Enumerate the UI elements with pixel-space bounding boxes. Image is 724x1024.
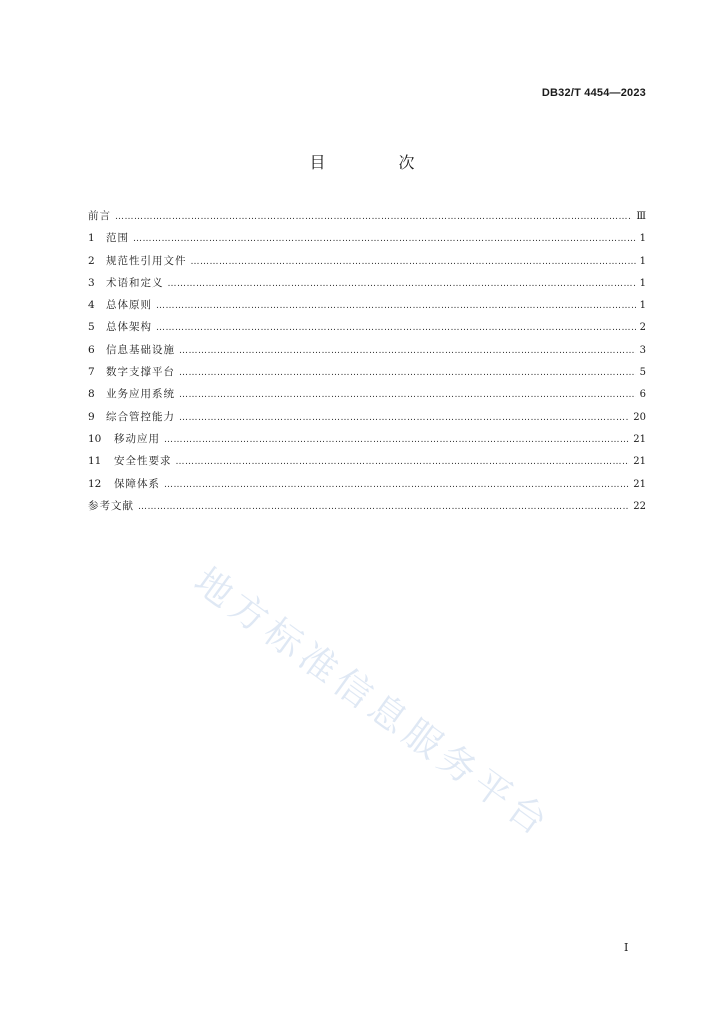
toc-entry-number: 11: [88, 455, 102, 468]
toc-entry-number: 3: [88, 276, 95, 289]
toc-leader-dots: [191, 257, 636, 267]
toc-entry-number: 4: [88, 299, 95, 312]
toc-entry-label: 规范性引用文件: [106, 254, 187, 267]
toc-entry-references[interactable]: [88, 498, 646, 520]
toc-entry-label: 安全性要求: [114, 455, 172, 468]
toc-entry-label: 总体架构: [106, 321, 152, 334]
toc-entry-page: Ⅲ: [636, 211, 646, 222]
toc-leader-dots: [179, 346, 636, 356]
toc-entry-number: 10: [88, 432, 102, 445]
toc-entry-number: 12: [88, 477, 102, 490]
toc-entry-8[interactable]: [88, 386, 646, 408]
toc-entry-6[interactable]: [88, 342, 646, 364]
toc-entry-label: 范围: [106, 232, 129, 245]
toc-leader-dots: [179, 413, 629, 423]
toc-entry-page: 1: [639, 255, 646, 267]
toc-entry-3[interactable]: [88, 275, 646, 297]
toc-entry-label: 信息基础设施: [106, 343, 175, 356]
toc-entry-label: 综合管控能力: [106, 410, 175, 423]
table-of-contents: [88, 208, 646, 520]
toc-entry-number: 5: [88, 321, 95, 334]
toc-title: 目 次: [309, 153, 449, 172]
toc-leader-dots: [156, 301, 636, 311]
toc-entry-4[interactable]: [88, 297, 646, 319]
toc-entry-page: 6: [639, 389, 646, 401]
toc-leader-dots: [179, 390, 636, 400]
page-number: I: [624, 941, 629, 954]
toc-entry-page: 20: [633, 411, 646, 423]
toc-entry-page: 2: [639, 322, 646, 334]
toc-entry-number: 7: [88, 366, 95, 379]
toc-entry-number: 8: [88, 388, 95, 401]
toc-leader-dots: [176, 457, 630, 467]
toc-entry-page: 3: [639, 344, 646, 356]
toc-entry-number: 6: [88, 343, 95, 356]
toc-entry-12[interactable]: [88, 476, 646, 498]
toc-entry-label: 参考文献: [88, 499, 134, 512]
watermark: 地方标准信息服务平台: [186, 559, 560, 847]
toc-entry-number: 1: [88, 232, 95, 245]
toc-leader-dots: [115, 212, 632, 222]
toc-entry-label: 前言: [88, 210, 111, 222]
toc-entry-page: 1: [639, 233, 646, 245]
toc-leader-dots: [164, 480, 629, 490]
toc-entry-page: 21: [633, 456, 646, 468]
toc-entry-label: 保障体系: [114, 477, 160, 490]
toc-entry-10[interactable]: [88, 431, 646, 453]
toc-leader-dots: [164, 435, 629, 445]
toc-entry-number: 9: [88, 410, 95, 423]
toc-entry-9[interactable]: [88, 409, 646, 431]
toc-entry-number: 2: [88, 254, 95, 267]
toc-leader-dots: [179, 368, 636, 378]
toc-entry-label: 移动应用: [114, 432, 160, 445]
toc-entry-label: 数字支撑平台: [106, 366, 175, 379]
toc-entry-foreword[interactable]: [88, 208, 646, 230]
toc-entry-page: 21: [633, 433, 646, 445]
toc-entry-page: 22: [633, 500, 646, 512]
toc-entry-5[interactable]: [88, 319, 646, 341]
toc-leader-dots: [168, 279, 636, 289]
toc-leader-dots: [133, 234, 636, 244]
toc-entry-2[interactable]: [88, 253, 646, 275]
toc-entry-page: 1: [639, 277, 646, 289]
toc-leader-dots: [156, 323, 636, 333]
toc-leader-dots: [138, 502, 629, 512]
toc-entry-page: 21: [633, 478, 646, 490]
toc-entry-11[interactable]: [88, 453, 646, 475]
toc-entry-label: 业务应用系统: [106, 388, 175, 401]
toc-entry-label: 术语和定义: [106, 276, 164, 289]
toc-entry-page: 5: [639, 367, 646, 379]
toc-entry-page: 1: [639, 300, 646, 312]
standard-code: DB32/T 4454—2023: [541, 87, 646, 99]
toc-entry-label: 总体原则: [106, 299, 152, 312]
toc-entry-1[interactable]: [88, 230, 646, 252]
toc-entry-7[interactable]: [88, 364, 646, 386]
